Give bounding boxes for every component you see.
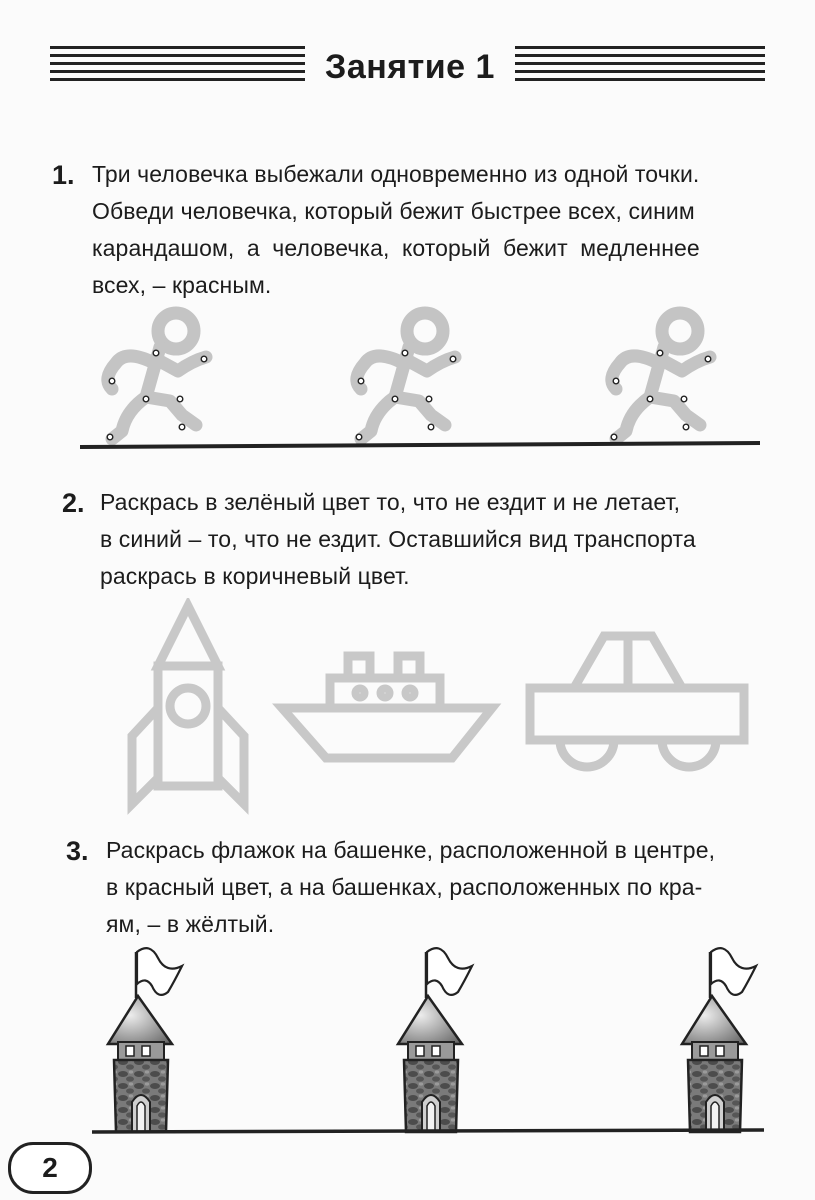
towers-illustration (0, 938, 815, 1148)
ground-line (92, 1130, 764, 1132)
lesson-title: Занятие 1 (325, 48, 495, 86)
task-1-text (92, 156, 700, 304)
header-rule-right (515, 46, 765, 90)
task-2-line: в синий – то, что не ездит. Оставшийся вид транспорта (100, 526, 696, 552)
running-man-3 (611, 313, 711, 440)
running-man-1 (107, 313, 207, 440)
task-1-line: карандашом, а человечка, который бежит медленнее (92, 235, 700, 261)
task-3-line: в красный цвет, а на башенках, расположенных по кра- (106, 874, 703, 900)
task-2-number: 2. (62, 488, 85, 518)
rocket (132, 606, 244, 804)
task-1-line: всех, – красным. (92, 272, 272, 298)
page-number: 2 (8, 1142, 92, 1194)
ship (282, 656, 492, 758)
running-man-2 (356, 313, 456, 440)
task-3-line: ям, – в жёлтый. (106, 911, 275, 937)
transport-illustration (0, 598, 815, 828)
tower-left (108, 948, 182, 1132)
task-1-line: Обведи человечка, который бежит быстрее всех, синим (92, 198, 695, 224)
running-figures-illustration (0, 295, 815, 465)
car (530, 636, 744, 767)
task-2-line: раскрась в коричневый цвет. (100, 563, 410, 589)
task-3-text (106, 832, 715, 943)
task-1-line: Три человечка выбежали одновременно из одной точки. (92, 161, 700, 187)
task-1-number: 1. (52, 160, 75, 190)
tower-center (398, 948, 472, 1132)
ground-line (80, 443, 760, 447)
task-2-line: Раскрась в зелёный цвет то, что не ездит и не летает, (100, 489, 681, 515)
task-3-number: 3. (66, 836, 89, 866)
task-2-text (100, 484, 696, 595)
task-3-line: Раскрась флажок на башенке, расположенной в центре, (106, 837, 716, 863)
tower-right (682, 948, 756, 1132)
header-rule-left (50, 46, 305, 90)
